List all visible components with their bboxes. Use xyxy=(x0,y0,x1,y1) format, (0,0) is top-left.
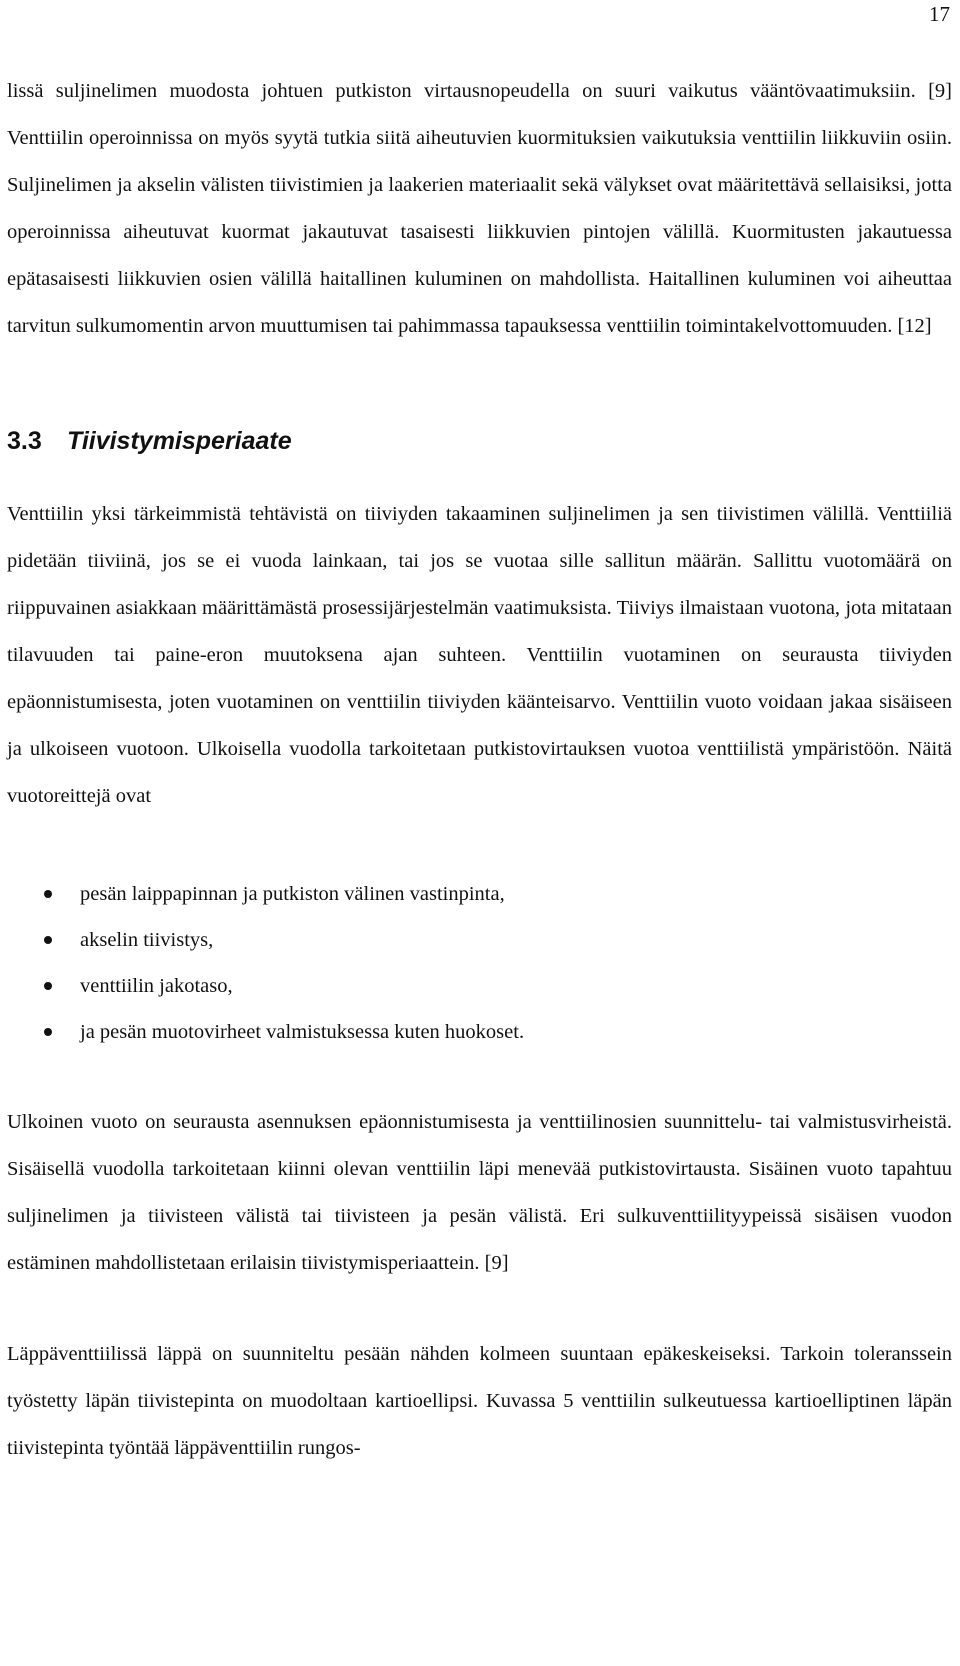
bullet-icon xyxy=(44,1028,52,1036)
list-item xyxy=(7,917,952,963)
list-item xyxy=(7,871,952,917)
list-item-text: ja pesän muotovirheet valmistuksessa kuten huokoset. xyxy=(80,1021,525,1043)
list-item xyxy=(7,963,952,1009)
list-item-text: akselin tiivistys, xyxy=(80,929,214,951)
section-title: Tiivistymisperiaate xyxy=(67,427,292,455)
page-number: 17 xyxy=(929,2,950,26)
section-number: 3.3 xyxy=(7,427,42,455)
section-heading xyxy=(7,424,952,458)
bullet-icon xyxy=(44,890,52,898)
paragraph: Venttiilin yksi tärkeimmistä tehtävistä on tiiviyden takaaminen suljinelimen ja sen tiivistimen välillä. Venttiiliä pidetään tiiviinä, jos se ei vuoda lainkaan, tai jos se vuotaa sille sallitun määrän. Sallittu vuotomäärä on riippuvainen asiakkaan määrittämästä prosessijärjestelmän vaatimuksista. Tiiviys ilmaistaan vuotona, jota mitataan tilavuuden tai paine-eron muutoksena ajan suhteen. Venttiilin vuotaminen on seurausta tiiviyden epäonnistumisesta, joten vuotaminen on venttiilin tiiviyden käänteisarvo. Venttiilin vuoto voidaan jakaa sisäiseen ja ulkoiseen vuotoon. Ulkoisella vuodolla tarkoitetaan putkistovirtauksen vuotoa venttiilistä ympäristöön. Näitä vuotoreittejä ovat xyxy=(7,503,952,807)
list-item-text: pesän laippapinnan ja putkiston välinen vastinpinta, xyxy=(80,883,505,905)
list-item-text: venttiilin jakotaso, xyxy=(80,975,233,997)
bullet-icon xyxy=(44,982,52,990)
paragraph: lissä suljinelimen muodosta johtuen putkiston virtausnopeudella on suuri vaikutus vääntövaatimuksiin. [9] Venttiilin operoinnissa on myös syytä tutkia siitä aiheutuvien kuormituksien vaikutuksia venttiilin liikkuviin osiin. Suljinelimen ja akselin välisten tiivistimien ja laakerien materiaalit sekä välykset ovat määritettävä sellaisiksi, jotta operoinnissa aiheutuvat kuormat jakautuvat tasaisesti liikkuvien pintojen välillä. Kuormitusten jakautuessa epätasaisesti liikkuvien osien välillä haitallinen kuluminen on mahdollista. Haitallinen kuluminen voi aiheuttaa tarvitun sulkumomentin arvon muuttumisen tai pahimmassa tapauksessa venttiilin toimintakelvottomuuden. [12] xyxy=(7,80,952,337)
paragraph: Ulkoinen vuoto on seurausta asennuksen epäonnistumisesta ja venttiilinosien suunnittelu- tai valmistusvirheistä. Sisäisellä vuodolla tarkoitetaan kiinni olevan venttiilin läpi menevää putkistovirtausta. Sisäinen vuoto tapahtuu suljinelimen ja tiivisteen välistä tai tiivisteen ja pesän välistä. Eri sulkuventtiilityypeissä sisäisen vuodon estäminen mahdollistetaan erilaisin tiivistymisperiaattein. [9] xyxy=(7,1111,952,1274)
paragraph: Läppäventtiilissä läppä on suunniteltu pesään nähden kolmeen suuntaan epäkeskeiseksi. Tarkoin toleranssein työstetty läpän tiivistepinta on muodoltaan kartioellipsi. Kuvassa 5 venttiilin sulkeutuessa kartioelliptinen läpän tiivistepinta työntää läppäventtiilin rungos- xyxy=(7,1343,952,1459)
document-body xyxy=(7,68,952,1472)
bullet-icon xyxy=(44,936,52,944)
list-item xyxy=(7,1009,952,1055)
leak-path-list xyxy=(7,871,952,1055)
